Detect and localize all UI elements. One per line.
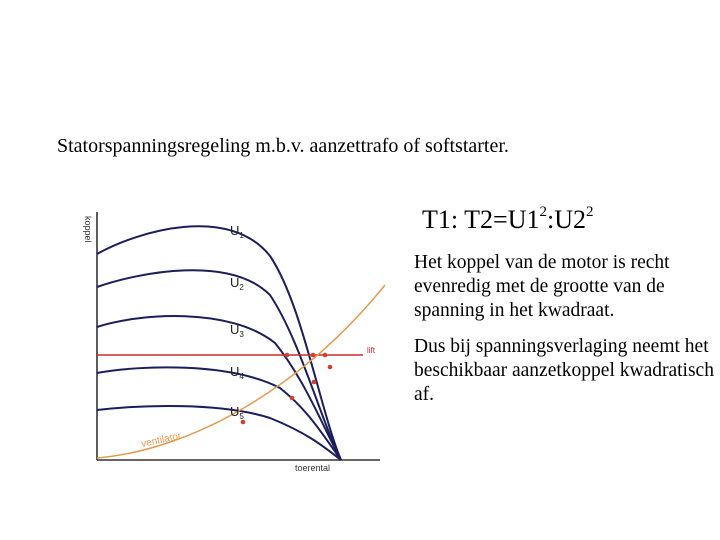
paragraph-voltage-reduction: Dus bij spanningsverlaging neemt het beschikbaar aanzetkoppel kwadratisch af. — [414, 336, 714, 405]
curve-label-u4: $U_4$ — [230, 364, 244, 381]
explanation-text — [414, 204, 714, 407]
formula-t2: T2 — [464, 205, 494, 234]
torque-ratio-formula — [422, 204, 714, 235]
intersection-marker — [311, 353, 316, 358]
curve-label-u1: $U_1$ — [230, 223, 244, 240]
lift-label: lift — [367, 346, 375, 355]
curve-label-u5: $U_5$ — [230, 404, 244, 421]
formula-exponent: 2 — [586, 204, 594, 220]
formula-t1: T1 — [422, 205, 451, 234]
formula-u1: =U1 — [493, 205, 540, 234]
curve-label-u2: $U_2$ — [230, 275, 244, 292]
formula-colon: : — [450, 205, 465, 234]
slide-subtitle: Statorspanningsregeling m.b.v. aanzettrafo of softstarter. — [57, 135, 509, 157]
intersection-marker — [312, 380, 317, 385]
y-axis-label: koppel — [83, 216, 93, 243]
ventilator-label: ventilator — [140, 430, 183, 450]
intersection-marker — [290, 396, 295, 401]
curve-u1 — [97, 226, 341, 460]
intersection-marker — [323, 353, 328, 358]
paragraph-torque-proportional: Het koppel van de motor is recht evenredig met de grootte van de spanning in het kwadraat. — [414, 252, 670, 321]
x-axis-label: toerental — [295, 463, 331, 473]
curve-u4 — [97, 367, 341, 460]
formula-u2: :U2 — [547, 205, 586, 234]
intersection-marker — [328, 365, 333, 370]
intersection-marker — [285, 353, 290, 358]
curve-label-u3: $U_3$ — [230, 322, 244, 339]
formula-exponent: 2 — [539, 204, 547, 220]
torque-speed-diagram — [70, 200, 400, 475]
